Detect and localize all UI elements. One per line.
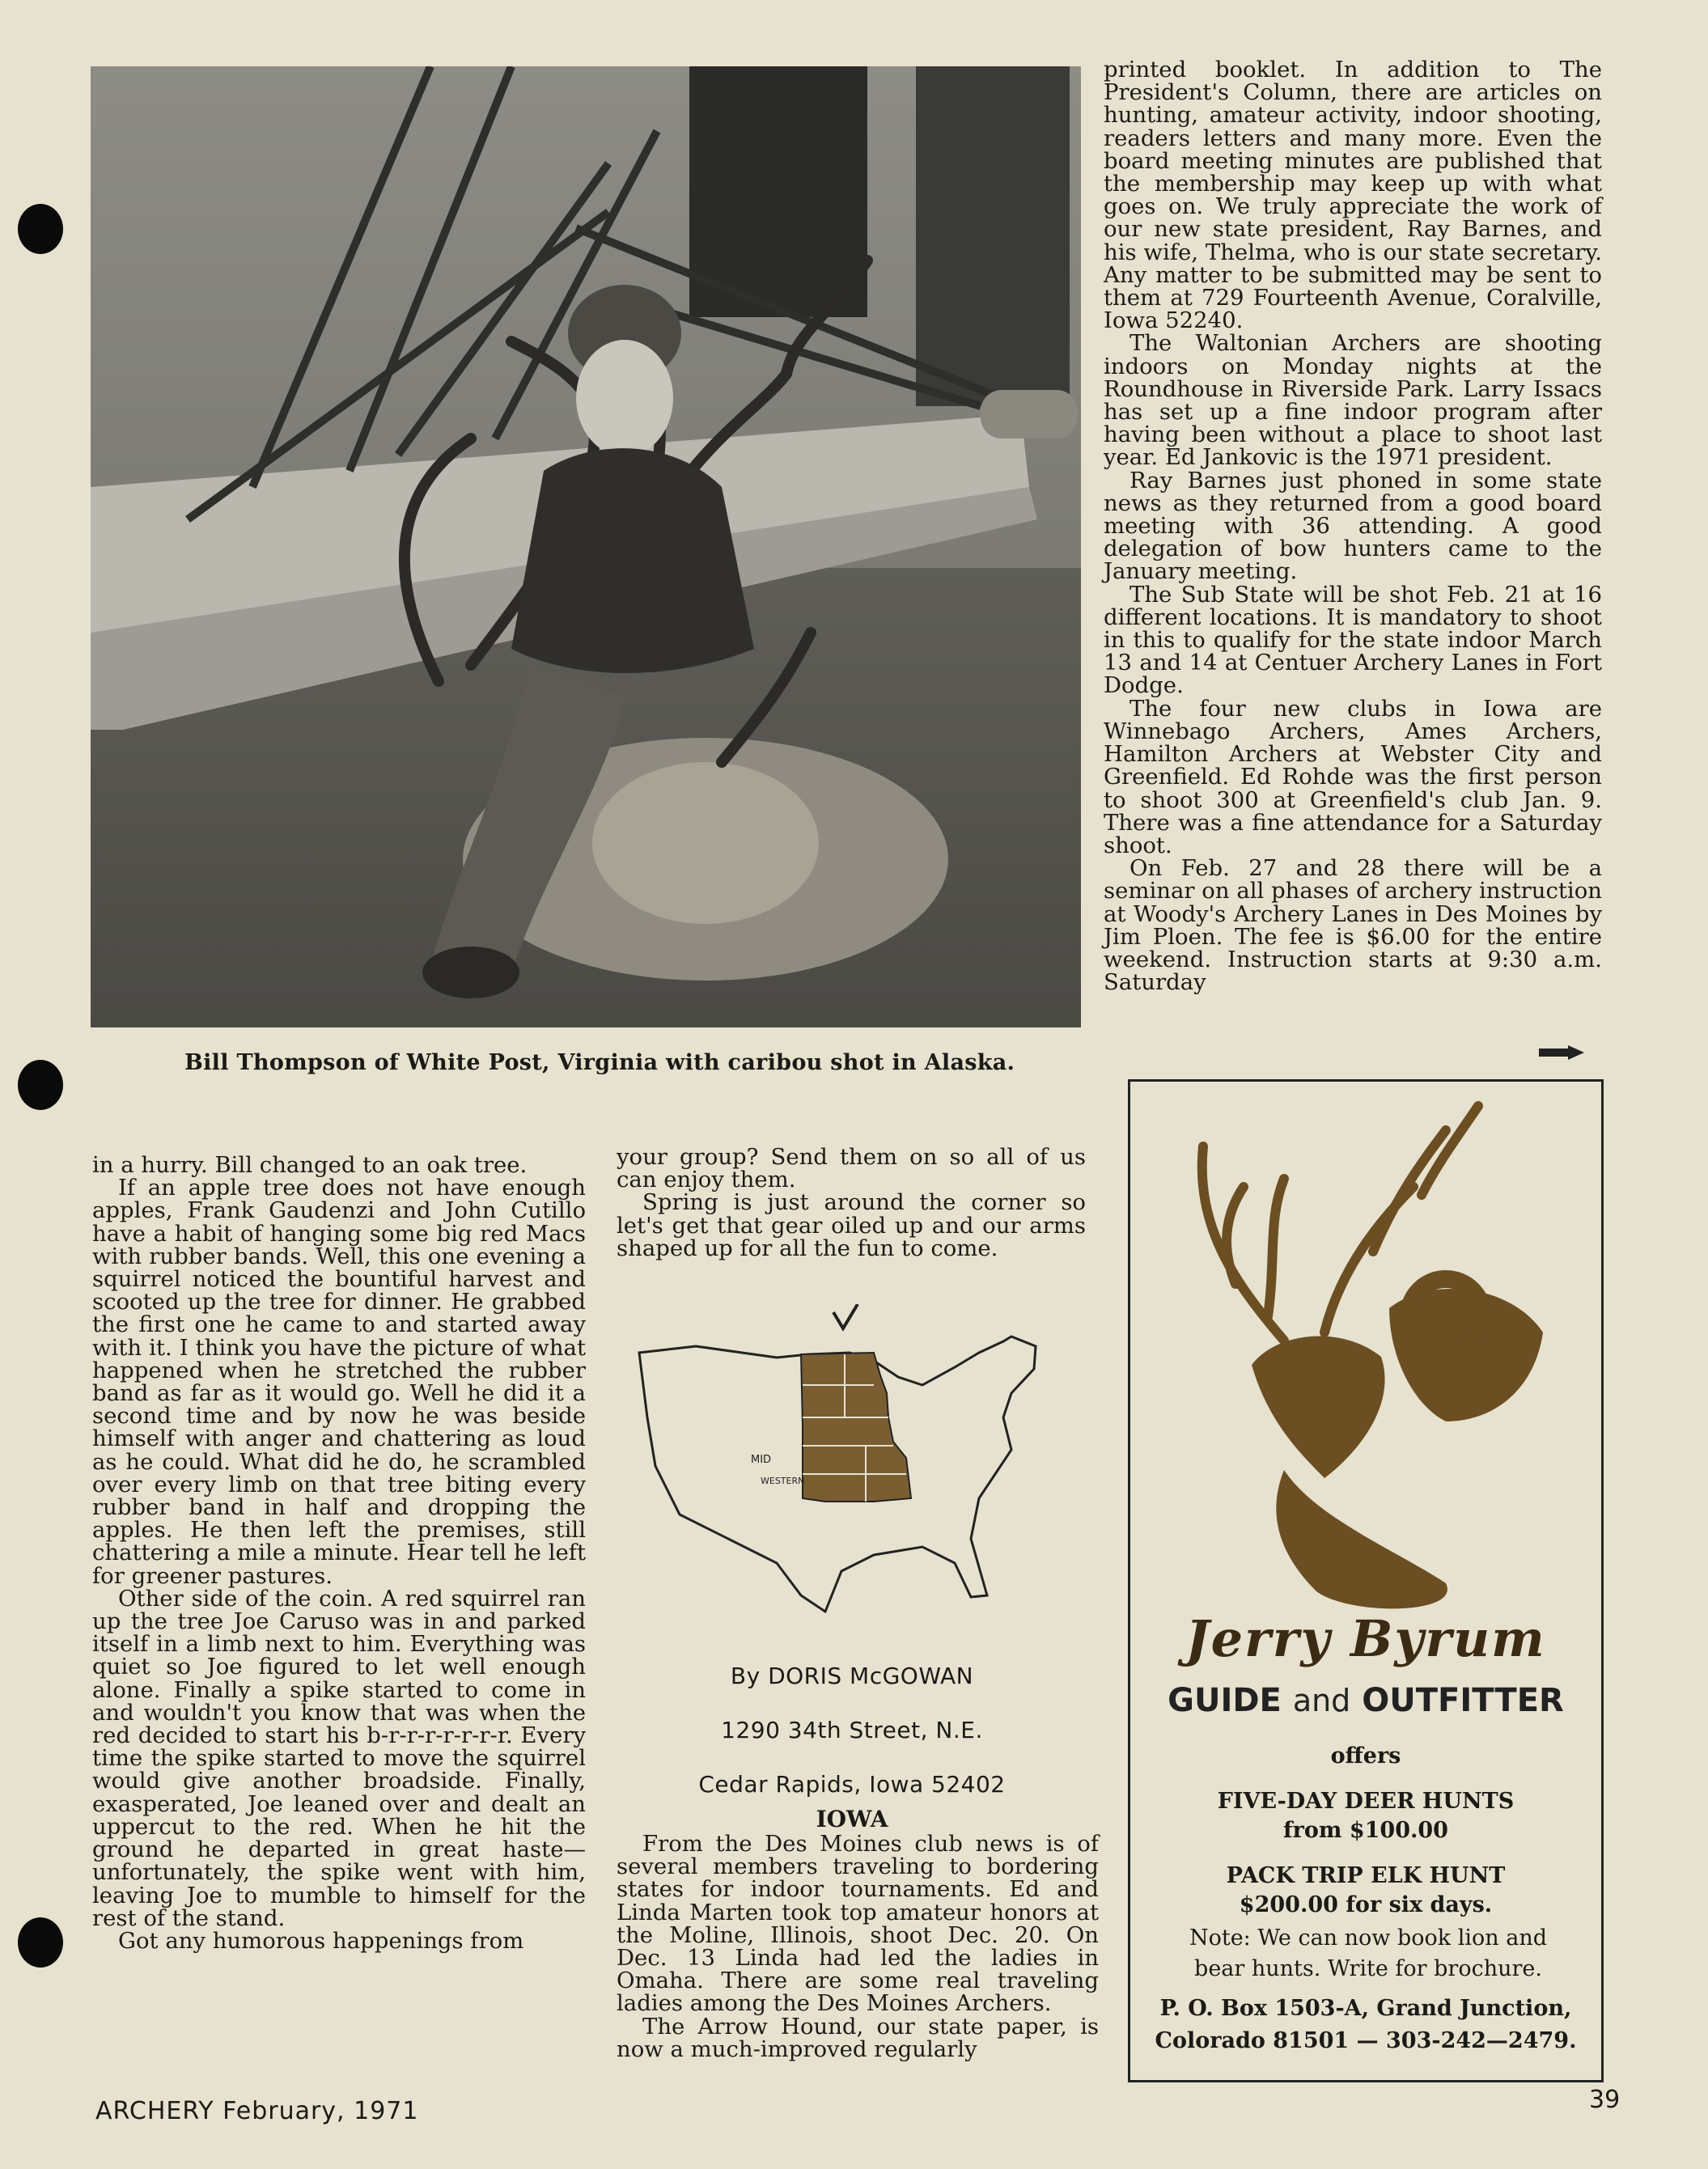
ad-offers: offers bbox=[1330, 1743, 1401, 1769]
ad-deal-deer: FIVE-DAY DEER HUNTS bbox=[1217, 1789, 1515, 1814]
paragraph: On Feb. 27 and 28 there will be a seminar on all phases of archery instruction at Woody's Archery Lanes in Des Moines by Jim Ploen. The fee is $6.00 for the entire weekend. Instruction starts at 9:30 a.m. Saturday bbox=[1104, 855, 1602, 996]
article-column-middle bbox=[617, 1146, 1086, 1260]
map-label-mid: MID bbox=[751, 1454, 772, 1466]
paragraph: The Arrow Hound, our state paper, is now a much-improved regularly bbox=[617, 2013, 1099, 2062]
ad-deal-elk: PACK TRIP ELK HUNT bbox=[1226, 1863, 1506, 1888]
ad-deal-elk-price: $200.00 for six days. bbox=[1239, 1892, 1493, 1917]
subtitle-outfitter: OUTFITTER bbox=[1362, 1682, 1564, 1719]
hunter-caribou-photo bbox=[91, 66, 1081, 1027]
map-label-western: WESTERN bbox=[761, 1476, 805, 1486]
paragraph: printed booklet. In addition to The President's Column, there are articles on hunting, amateur activity, indoor shooting, readers letters and many more. Even the board meeting minutes are published that the membership may keep up with what goes on. We truly appreciate the work of our new state president, Ray Barnes, and his wife, Thelma, who is our state secretary. Any matter to be submitted may be sent to them at 729 Fourteenth Avenue, Coralville, Iowa 52240. bbox=[1104, 57, 1602, 334]
paragraph: From the Des Moines club news is of several members traveling to bordering states for indoor tournaments. Ed and Linda Marten took top amateur honors at the Moline, Illinois, shoot Dec. 20. On Dec. 13 Linda had led the ladies in Omaha. There are some real traveling ladies among the Des Moines Archers. bbox=[617, 1831, 1099, 2017]
pointing-hand-icon bbox=[1537, 1044, 1586, 1061]
paragraph: The Sub State will be shot Feb. 21 at 16 different locations. It is mandatory to shoot in this to qualify for the state indoor March 13 and 14 at Centuer Archery Lanes in Fort Dodge. bbox=[1104, 581, 1602, 699]
outfitter-advertisement bbox=[1128, 1079, 1604, 2082]
paragraph: your group? Send them on so all of us can enjoy them. bbox=[617, 1144, 1086, 1193]
paragraph: The Waltonian Archers are shooting indoors on Monday nights at the Roundhouse in Riverside Park. Larry Issacs has set up a fine indoor program after having been without a place to shoot last year. Ed Jankovic is the 1971 president. bbox=[1104, 330, 1602, 471]
paragraph: The four new clubs in Iowa are Winnebago Archers, Ames Archers, Hamilton Archers at Webster City and Greenfield. Ed Rohde was the first person to shoot 300 at Greenfield's club Jan. 9. There was a fine attendance for a Saturday shoot. bbox=[1104, 695, 1602, 858]
outfitter-name: Jerry Byrum bbox=[1185, 1609, 1546, 1668]
author-city: Cedar Rapids, Iowa 52402 bbox=[698, 1771, 1006, 1798]
page-number: 39 bbox=[1589, 2086, 1621, 2114]
paragraph: in a hurry. Bill changed to an oak tree. bbox=[92, 1152, 528, 1178]
ad-deal-deer-price: from $100.00 bbox=[1283, 1818, 1448, 1843]
ad-address-line2: Colorado 81501 — 303-242—2479. bbox=[1155, 2028, 1577, 2053]
binder-hole bbox=[18, 1060, 63, 1110]
magazine-footer: ARCHERY February, 1971 bbox=[95, 2097, 419, 2125]
paragraph: Other side of the coin. A red squirrel ran up the tree Joe Caruso was in and parked itself in a limb next to him. Everything was quiet so Joe figured to let well enough alone. Finally a spike started to come in and wouldn't you know that was when the red decided to start his b-r-r-r-r-r-r-r. Every time the spike started to move the squirrel would give another broadside. Finally, exasperated, Joe leaned over and dealt an uppercut to the red. When he hit the ground he departed in great haste—unfortunately, the spike went with him, leaving Joe to mumble to himself for the rest of the stand. bbox=[92, 1585, 586, 1931]
photo-illustration bbox=[91, 66, 1081, 1027]
paragraph: Got any humorous happenings from bbox=[118, 1927, 524, 1954]
outfitter-subtitle bbox=[1130, 1682, 1601, 1719]
subtitle-and: and bbox=[1292, 1683, 1351, 1718]
paragraph: If an apple tree does not have enough apples, Frank Gaudenzi and John Cutillo have a habit of hanging some big red Macs with rubber bands. Well, this one evening a squirrel noticed the bountiful harvest and scooted up the tree for dinner. He grabbed the first one he came to and started away with it. I think you have the picture of what happened when he stretched the rubber band as far as it would go. Well he did it a second time and by now he was beside himself with anger and chattering as loud as he could. What did he do, he scrambled over every limb on that tree biting every rubber band in half and dropping the apples. He then left the premises, still chattering a mile a minute. Hear tell he left for greener pastures. bbox=[92, 1175, 586, 1589]
ad-note: Note: We can now book lion and bear hunts. Write for brochure. bbox=[1189, 1925, 1548, 1981]
section-heading: IOWA bbox=[816, 1806, 888, 1832]
author-name: By DORIS McGOWAN bbox=[730, 1663, 974, 1689]
photo-caption: Bill Thompson of White Post, Virginia with caribou shot in Alaska. bbox=[184, 1050, 1015, 1075]
author-byline bbox=[618, 1663, 1086, 1825]
paragraph: Spring is just around the corner so let's get that gear oiled up and our arms shaped up for all the fun to come. bbox=[617, 1189, 1086, 1261]
binder-hole bbox=[18, 204, 63, 254]
paragraph: Ray Barnes just phoned in some state news as they returned from a good board meeting with 36 attending. A good delegation of bow hunters came to the January meeting. bbox=[1104, 467, 1602, 585]
article-column-left bbox=[92, 1154, 586, 1952]
midwestern-states-map bbox=[631, 1304, 1052, 1628]
article-column-right bbox=[1104, 57, 1602, 996]
ad-address-line1: P. O. Box 1503-A, Grand Junction, bbox=[1159, 1996, 1572, 2021]
article-column-iowa bbox=[617, 1832, 1099, 2061]
author-street: 1290 34th Street, N.E. bbox=[721, 1717, 983, 1743]
subtitle-guide: GUIDE bbox=[1168, 1682, 1282, 1719]
deer-and-ram-illustration bbox=[1155, 1098, 1583, 1616]
check-mark-icon bbox=[833, 1304, 858, 1328]
binder-hole bbox=[18, 1917, 63, 1968]
